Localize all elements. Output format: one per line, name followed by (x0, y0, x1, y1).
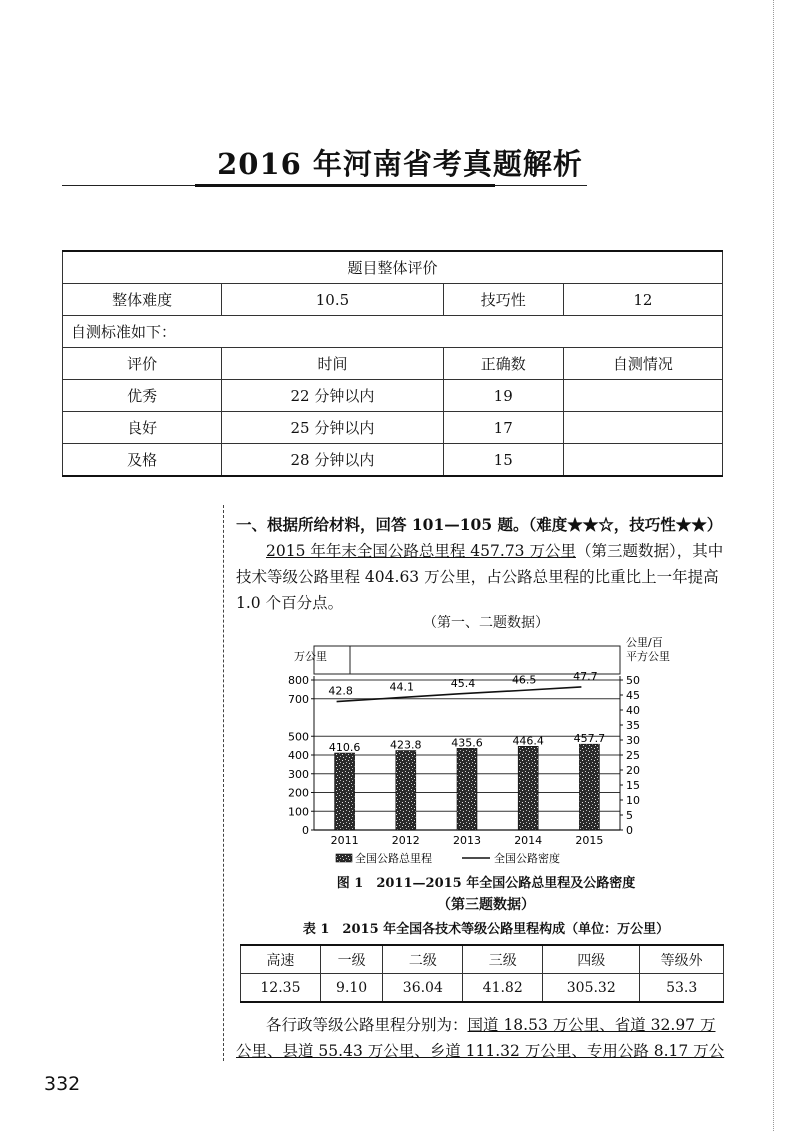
paragraph-text: 各行政等级公路里程分别为： (266, 1016, 468, 1034)
evaluation-table-header: 题目整体评价 (63, 251, 723, 284)
self-test-cell[interactable] (563, 412, 722, 444)
chart-subtitle: （第一、二题数据） (423, 615, 549, 631)
bar-value-label: 446.4 (512, 734, 544, 748)
left-tick-label: 300 (288, 767, 309, 781)
bar-value-label: 435.6 (451, 736, 483, 750)
table-cell: 17 (443, 412, 563, 444)
section-title: （第三题数据） (437, 897, 535, 913)
left-tick-label: 100 (288, 805, 309, 819)
right-tick-label: 30 (626, 734, 640, 747)
right-tick-label: 15 (626, 779, 640, 792)
column-header: 正确数 (443, 348, 563, 380)
table-cell: 整体难度 (63, 284, 222, 316)
table-row (63, 284, 723, 316)
binding-edge (773, 0, 774, 1131)
x-tick-label: 2015 (575, 834, 604, 847)
page-number: 332 (44, 1073, 81, 1095)
table-cell: 良好 (63, 412, 222, 444)
table-cell: 15 (443, 444, 563, 477)
column-header: 四级 (543, 945, 640, 974)
column-header: 自测情况 (563, 348, 722, 380)
left-tick-label: 0 (302, 824, 309, 837)
table-cell: 36.04 (383, 974, 463, 1003)
right-tick-label: 45 (626, 689, 640, 702)
bar-2011 (335, 753, 355, 830)
table-cell: 53.3 (640, 974, 724, 1003)
table-header-row (241, 945, 724, 974)
standard-label: 自测标准如下： (63, 316, 723, 348)
column-header: 二级 (383, 945, 463, 974)
right-tick-label: 25 (626, 749, 640, 762)
evaluation-table (62, 250, 723, 477)
legend-bar-swatch (336, 854, 352, 862)
right-tick-label: 10 (626, 794, 640, 807)
right-tick-label: 50 (626, 674, 640, 687)
legend-bar-label: 全国公路总里程 (355, 852, 432, 865)
page-title: 2016 年河南省考真题解析 (217, 147, 583, 181)
bar-value-label: 423.8 (390, 738, 422, 752)
left-axis-unit: 万公里 (294, 650, 327, 663)
left-tick-label: 800 (288, 674, 309, 687)
column-header: 三级 (463, 945, 543, 974)
right-axis-unit-line2: 平方公里 (626, 650, 670, 663)
left-tick-label: 400 (288, 749, 309, 762)
left-tick-label: 500 (288, 730, 309, 744)
highway-grade-table (240, 944, 724, 1003)
x-tick-label: 2014 (514, 834, 543, 847)
question-paragraph (236, 538, 726, 616)
table-cell: 22 分钟以内 (222, 380, 443, 412)
table-row (241, 974, 724, 1003)
table-cell: 25 分钟以内 (222, 412, 443, 444)
table-cell: 9.10 (320, 974, 383, 1003)
right-axis-unit-line1: 公里/百 (626, 636, 663, 649)
column-header: 时间 (222, 348, 443, 380)
bar-2013 (457, 748, 477, 830)
paragraph-text: （第三题数据），其中技术等级公路里程 404.63 万公里，占公路总里程的比重比上一年提高 1.0 个百分点。 (236, 542, 724, 612)
table-cell: 优秀 (63, 380, 222, 412)
right-tick-label: 35 (626, 719, 640, 732)
density-value-label: 47.7 (573, 669, 598, 683)
column-header: 一级 (320, 945, 383, 974)
table-header-row (63, 348, 723, 380)
table-row (63, 444, 723, 477)
x-tick-label: 2011 (330, 834, 359, 847)
table-cell: 10.5 (222, 284, 443, 316)
table-cell: 41.82 (463, 974, 543, 1003)
x-tick-label: 2013 (453, 834, 481, 847)
right-tick-label: 0 (626, 824, 633, 837)
table-row (63, 380, 723, 412)
title-underline-accent (195, 184, 495, 187)
density-value-label: 44.1 (389, 680, 415, 694)
question-heading: 一、根据所给材料，回答 101—105 题。（难度★★☆，技巧性★★） (236, 515, 723, 534)
self-test-cell[interactable] (563, 380, 722, 412)
admin-grade-paragraph (236, 1012, 726, 1064)
density-value-label: 42.8 (328, 684, 353, 698)
table-caption: 表 1 2015 年全国各技术等级公路里程构成（单位：万公里） (302, 922, 670, 937)
column-header: 高速 (241, 945, 321, 974)
table-cell: 305.32 (543, 974, 640, 1003)
table-row (63, 412, 723, 444)
legend-line-label: 全国公路密度 (494, 852, 560, 865)
x-tick-label: 2012 (391, 834, 420, 847)
table-cell: 及格 (63, 444, 222, 477)
right-tick-label: 20 (626, 764, 640, 777)
left-tick-label: 200 (288, 786, 309, 800)
column-header: 等级外 (640, 945, 724, 974)
table-cell: 技巧性 (443, 284, 563, 316)
underlined-text: 2015 年年末全国公路总里程 457.73 万公里 (266, 542, 576, 560)
figure-caption: 图 1 2011—2015 年全国公路总里程及公路密度 (336, 876, 636, 891)
bar-2015 (579, 744, 599, 830)
table-cell: 12 (563, 284, 722, 316)
table-cell: 28 分钟以内 (222, 444, 443, 477)
right-tick-label: 5 (626, 809, 633, 822)
bar-2012 (396, 751, 416, 830)
table-cell: 19 (443, 380, 563, 412)
self-test-cell[interactable] (563, 444, 722, 477)
road-mileage-chart (236, 632, 726, 872)
bar-value-label: 410.6 (328, 741, 361, 755)
bar-2014 (518, 746, 538, 830)
underlined-text: 国道 18.53 万公里、省道 32.97 万公里、县道 55.43 万公里、乡道 111.32 万公里、专用公路 8.17 万公 (236, 1016, 725, 1060)
density-value-label: 46.5 (511, 673, 537, 687)
density-value-label: 45.4 (450, 676, 476, 690)
margin-divider (223, 505, 224, 1061)
table-cell: 12.35 (241, 974, 321, 1003)
right-tick-label: 40 (626, 704, 640, 717)
left-tick-label: 700 (288, 692, 309, 706)
column-header: 评价 (63, 348, 222, 380)
bar-value-label: 457.7 (573, 732, 606, 746)
